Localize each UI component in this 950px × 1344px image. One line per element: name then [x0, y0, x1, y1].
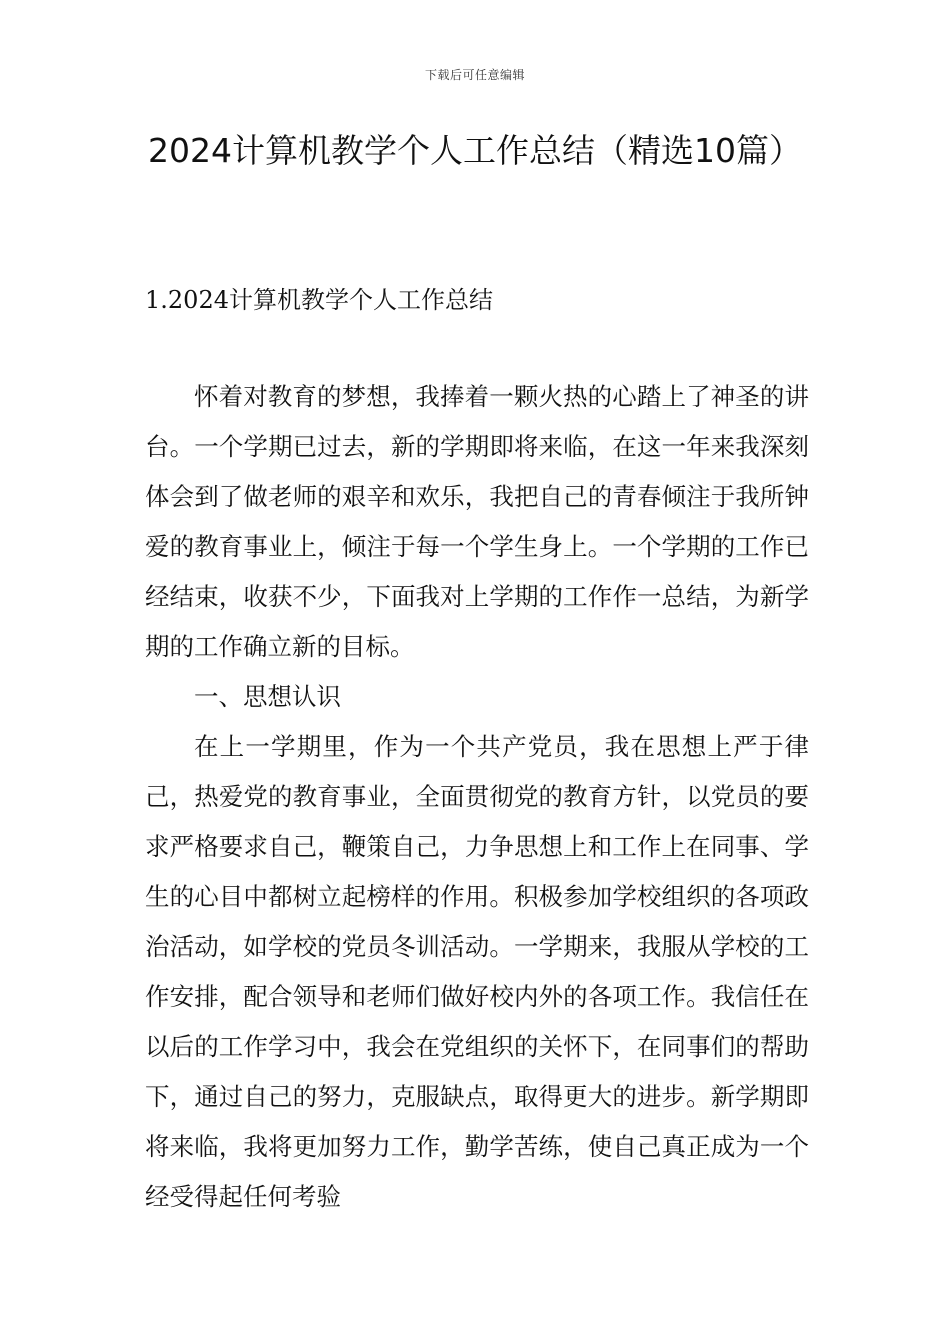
body-text: [145, 372, 809, 1222]
document-title: 2024计算机教学个人工作总结（精选10篇）: [148, 131, 802, 170]
paragraph-intro: 怀着对教育的梦想，我捧着一颗火热的心踏上了神圣的讲台。一个学期已过去，新的学期即将来临，在这一年来我深刻体会到了做老师的艰辛和欢乐，我把自己的青春倾注于我所钟爱的教育事业上，倾注于每一个学生身上。一个学期的工作已经结束，收获不少，下面我对上学期的工作作一总结，为新学期的工作确立新的目标。: [145, 382, 809, 661]
subheading-thought: 一、思想认识: [194, 682, 341, 711]
header-note: 下载后可任意编辑: [424, 68, 525, 82]
section-heading: 1.2024计算机教学个人工作总结: [145, 286, 493, 314]
paragraph-thought: 在上一学期里，作为一个共产党员，我在思想上严于律己，热爱党的教育事业，全面贯彻党的教育方针，以党员的要求严格要求自己，鞭策自己，力争思想上和工作上在同事、学生的心目中都树立起榜样的作用。积极参加学校组织的各项政治活动，如学校的党员冬训活动。一学期来，我服从学校的工作安排，配合领导和老师们做好校内外的各项工作。我信任在以后的工作学习中，我会在党组织的关怀下，在同事们的帮助下，通过自己的努力，克服缺点，取得更大的进步。新学期即将来临，我将更加努力工作，勤学苦练，使自己真正成为一个经受得起任何考验: [145, 732, 809, 1211]
